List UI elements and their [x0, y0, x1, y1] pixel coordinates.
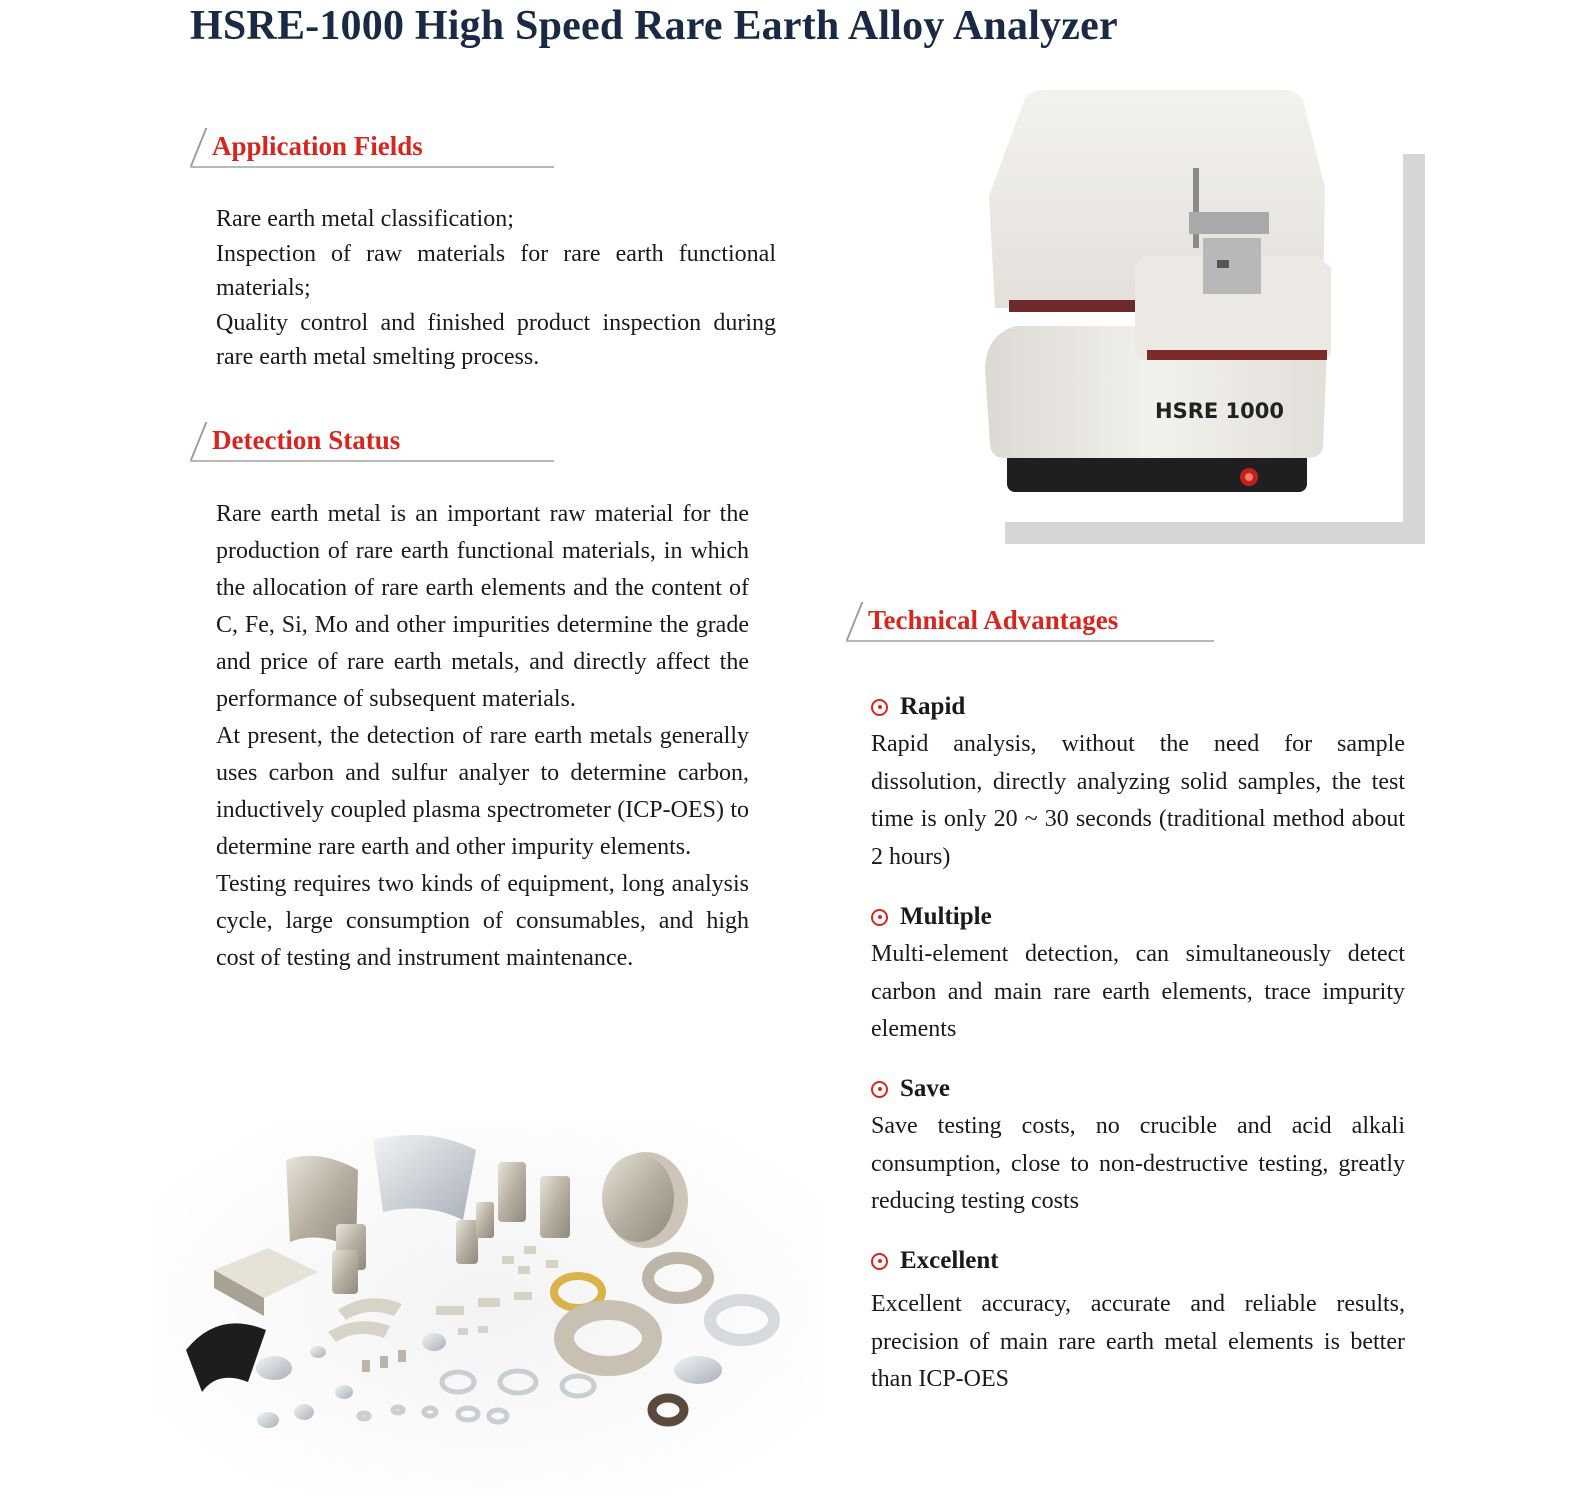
advantage-title: Excellent: [900, 1247, 999, 1274]
application-item: Inspection of raw materials for rare earth functional materials;: [216, 240, 776, 301]
circle-dot-icon: [871, 699, 888, 716]
advantage-save: [871, 1072, 1405, 1221]
circle-dot-icon: [871, 909, 888, 926]
product-image: [985, 88, 1425, 558]
detection-paragraph: Rare earth metal is an important raw material for the production of rare earth functional materials, in which the allocation of rare earth elements and the content of C, Fe, Si, Mo and other impurities determine the grade and price of rare earth metals, and directly affect the performance of subsequent materials.: [216, 501, 749, 712]
advantage-multiple: [871, 900, 1405, 1049]
heading-slash: [846, 602, 863, 640]
circle-dot-icon: [871, 1253, 888, 1270]
page-title: HSRE-1000 High Speed Rare Earth Alloy Analyzer: [190, 3, 1118, 49]
magnets-image: [158, 1120, 818, 1490]
advantage-rapid: [871, 690, 1405, 876]
heading-label: Detection Status: [212, 425, 401, 455]
heading-rule: [190, 460, 554, 462]
heading-label: Application Fields: [212, 131, 423, 161]
advantage-text: Multi-element detection, can simultaneously detect carbon and main rare earth elements, trace impurity elements: [871, 941, 1405, 1042]
application-item: Rare earth metal classification;: [216, 206, 514, 232]
heading-rule: [846, 640, 1214, 642]
detection-paragraph: At present, the detection of rare earth metals generally uses carbon and sulfur analyer to determine carbon, inductively coupled plasma spectrometer (ICP-OES) to determine rare earth and other impurity elements.: [216, 723, 749, 860]
section-heading-advantages: [846, 596, 1214, 642]
heading-rule: [190, 166, 554, 168]
application-item: Quality control and finished product inspection during rare earth metal smelting process.: [216, 309, 776, 370]
heading-label: Technical Advantages: [868, 605, 1119, 635]
advantage-heading: [871, 1072, 1405, 1106]
advantage-heading: [871, 1244, 1405, 1278]
heading-slash: [190, 128, 207, 166]
detection-body: [216, 496, 749, 977]
advantage-title: Rapid: [900, 693, 966, 720]
circle-dot-icon: [871, 1081, 888, 1098]
detection-paragraph: Testing requires two kinds of equipment, long analysis cycle, large consumption of consumables, and high cost of testing and instrument maintenance.: [216, 871, 749, 971]
heading-slash: [190, 422, 207, 460]
application-list: [216, 202, 776, 375]
advantage-heading: [871, 690, 1405, 724]
advantage-text: Save testing costs, no crucible and acid alkali consumption, close to non-destructive testing, greatly reducing testing costs: [871, 1113, 1405, 1214]
model-label: HSRE 1000: [1155, 399, 1284, 423]
advantage-text: Excellent accuracy, accurate and reliable results, precision of main rare earth metal elements is better than ICP-OES: [871, 1291, 1405, 1392]
section-heading-application: [190, 122, 554, 168]
advantage-text: Rapid analysis, without the need for sample dissolution, directly analyzing solid samples, the test time is only 20 ~ 30 seconds (traditional method about 2 hours): [871, 731, 1405, 870]
advantage-title: Save: [900, 1075, 950, 1102]
advantage-excellent: [871, 1244, 1405, 1399]
advantage-heading: [871, 900, 1405, 934]
section-heading-detection: [190, 416, 554, 462]
advantage-title: Multiple: [900, 903, 992, 930]
